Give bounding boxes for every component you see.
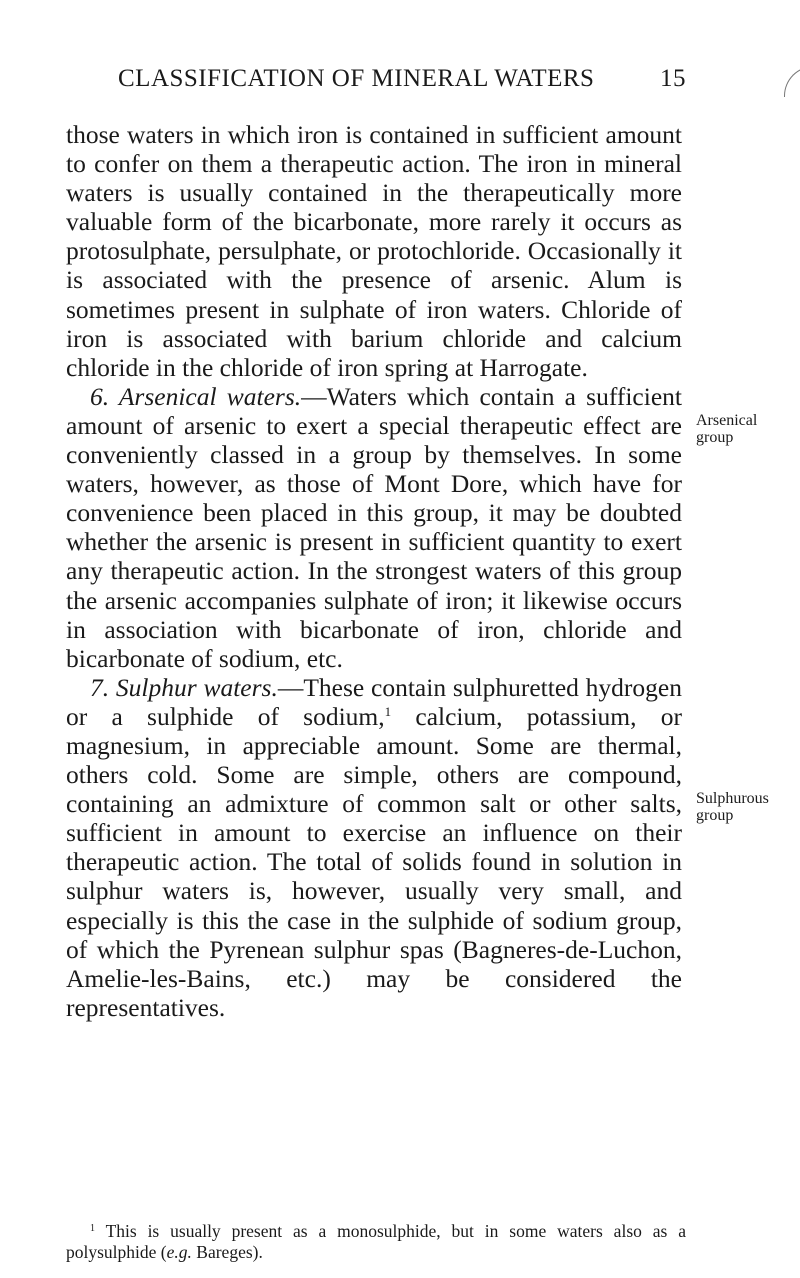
footnote-body-end: Bareges).: [191, 1241, 263, 1262]
section-heading-sulphur: 7. Sulphur waters.: [90, 672, 278, 702]
footnote-text: [66, 1221, 686, 1262]
footnote: [66, 1221, 686, 1262]
section-heading-arsenical: 6. Arsenical waters.: [90, 381, 302, 411]
sidenote-sulphurous-group: Sulphurous group: [696, 790, 769, 824]
paragraph-sulphur-waters: [66, 673, 682, 1022]
footnote-body: This is usually present as a monosulphide, but in some waters also as a polysulphide (: [66, 1221, 686, 1262]
sidenote-arsenical-group: Arsenical group: [696, 412, 758, 446]
paragraph-text: —These contain sulphuretted hydrogen or a sulphide of sodium,: [66, 672, 682, 731]
paragraph-text: —Waters which contain a sufficient amount of arsenic to exert a special therapeutic effect are conveniently classed in a group by themselves. In some waters, however, as those of Mont Dore, which have for convenience been placed in this group, it may be doubted whether the arsenic is present in sufficient quantity to exert any therapeutic action. In the strongest waters of this group the arsenic accompanies sulphate of iron; it likewise occurs in association with bicarbonate of iron, chloride and bicarbonate of sodium, etc.: [66, 381, 682, 673]
footnote-marker: 1: [90, 1223, 95, 1234]
footnote-reference: 1: [384, 703, 392, 719]
body-text: [66, 120, 682, 1022]
page-number: 15: [660, 65, 686, 92]
footnote-eg: e.g.: [166, 1241, 192, 1262]
paragraph-iron-waters: those waters in which iron is contained in sufficient amount to confer on them a therapeutic action. The iron in mineral waters is usually contained in the therapeutically more valuable form of the bicarbonate, more rarely it occurs as protosulphate, persulphate, or protochloride. Occasionally it is associated with the presence of arsenic. Alum is sometimes present in sulphate of iron waters. Chloride of iron is associated with barium chloride and calcium chloride in the chloride of iron spring at Harrogate.: [66, 120, 682, 382]
running-head-title: CLASSIFICATION OF MINERAL WATERS: [118, 65, 595, 92]
paragraph-text: calcium, potassium, or magnesium, in appreciable amount. Some are thermal, others cold. Some are simple, others are compound, containing an admixture of common salt or other salts, sufficient in amount to exercise an influence on their therapeutic action. The total of solids found in solution in sulphur waters is, however, usually very small, and especially is this the case in the sulphide of sodium group, of which the Pyrenean sulphur spas (Bagneres-de-Luchon, Amelie-les-Bains, etc.) may be considered the representatives.: [66, 701, 682, 1022]
margin-pencil-mark: [784, 66, 800, 97]
paragraph-arsenical-waters: [66, 382, 682, 673]
